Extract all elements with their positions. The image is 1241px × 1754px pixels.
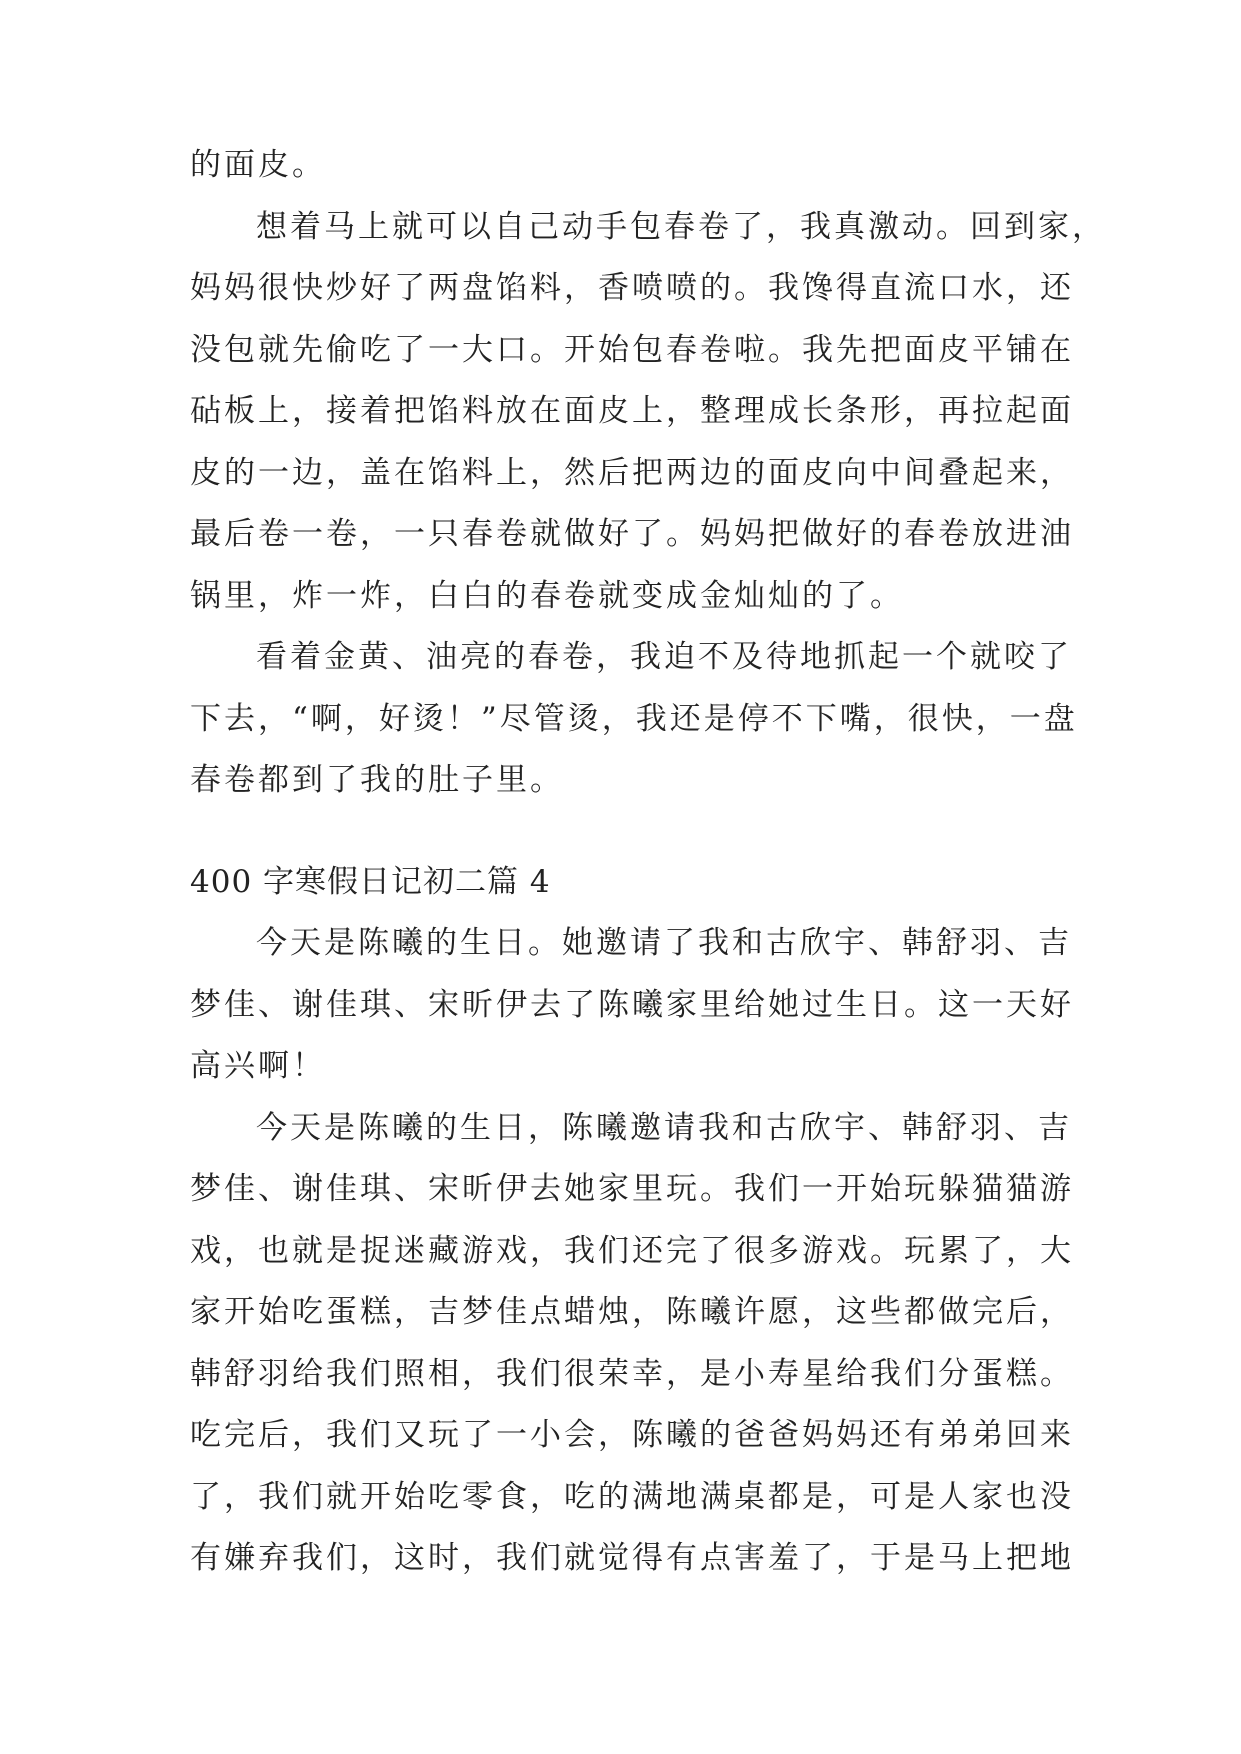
text-line: 最后卷一卷，一只春卷就做好了。妈妈把做好的春卷放进油	[190, 516, 1074, 552]
text-line: 梦佳、谢佳琪、宋昕伊去她家里玩。我们一开始玩躲猫猫游	[190, 1171, 1074, 1207]
text-line: 韩舒羽给我们照相，我们很荣幸，是小寿星给我们分蛋糕。	[190, 1355, 1074, 1392]
section-1-text	[190, 135, 1106, 812]
text-line: 的面皮。	[190, 147, 326, 183]
paragraph-start-line: 看着金黄、油亮的春卷，我迫不及待地抓起一个就咬了	[256, 639, 1072, 675]
text-line: 梦佳、谢佳琪、宋昕伊去了陈曦家里给她过生日。这一天好	[190, 986, 1074, 1023]
paragraph-start-line: 今天是陈曦的生日。她邀请了我和古欣宇、韩舒羽、吉	[256, 925, 1072, 961]
section-2-text	[190, 913, 1074, 1590]
text-line: 戏，也就是捉迷藏游戏，我们还完了很多游戏。玩累了，大	[190, 1232, 1074, 1269]
text-line: 家开始吃蛋糕，吉梦佳点蜡烛，陈曦许愿，这些都做完后，	[190, 1294, 1074, 1330]
text-line: 锅里，炸一炸，白白的春卷就变成金灿灿的了。	[190, 577, 904, 614]
text-line: 春卷都到了我的肚子里。	[190, 762, 564, 798]
paragraph-start-line: 今天是陈曦的生日，陈曦邀请我和古欣宇、韩舒羽、吉	[256, 1109, 1072, 1146]
text-line: 吃完后，我们又玩了一小会，陈曦的爸爸妈妈还有弟弟回来	[190, 1417, 1074, 1453]
text-line: 了，我们就开始吃零食，吃的满地满桌都是，可是人家也没	[190, 1478, 1074, 1515]
text-line: 皮的一边，盖在馅料上，然后把两边的面皮向中间叠起来，	[190, 454, 1074, 491]
text-line: 高兴啊！	[190, 1048, 326, 1084]
section-heading: 400 字寒假日记初二篇 4	[190, 864, 551, 900]
text-line: 有嫌弃我们，这时，我们就觉得有点害羞了，于是马上把地	[190, 1540, 1074, 1576]
text-line: 妈妈很快炒好了两盘馅料，香喷喷的。我馋得直流口水，还	[190, 270, 1074, 306]
text-line: 砧板上，接着把馅料放在面皮上，整理成长条形，再拉起面	[190, 393, 1074, 429]
text-line: 下去，“啊，好烫！”尽管烫，我还是停不下嘴，很快，一盘	[190, 700, 1078, 737]
text-line: 没包就先偷吃了一大口。开始包春卷啦。我先把面皮平铺在	[190, 331, 1074, 368]
paragraph-start-line: 想着马上就可以自己动手包春卷了，我真激动。回到家，	[256, 208, 1106, 245]
